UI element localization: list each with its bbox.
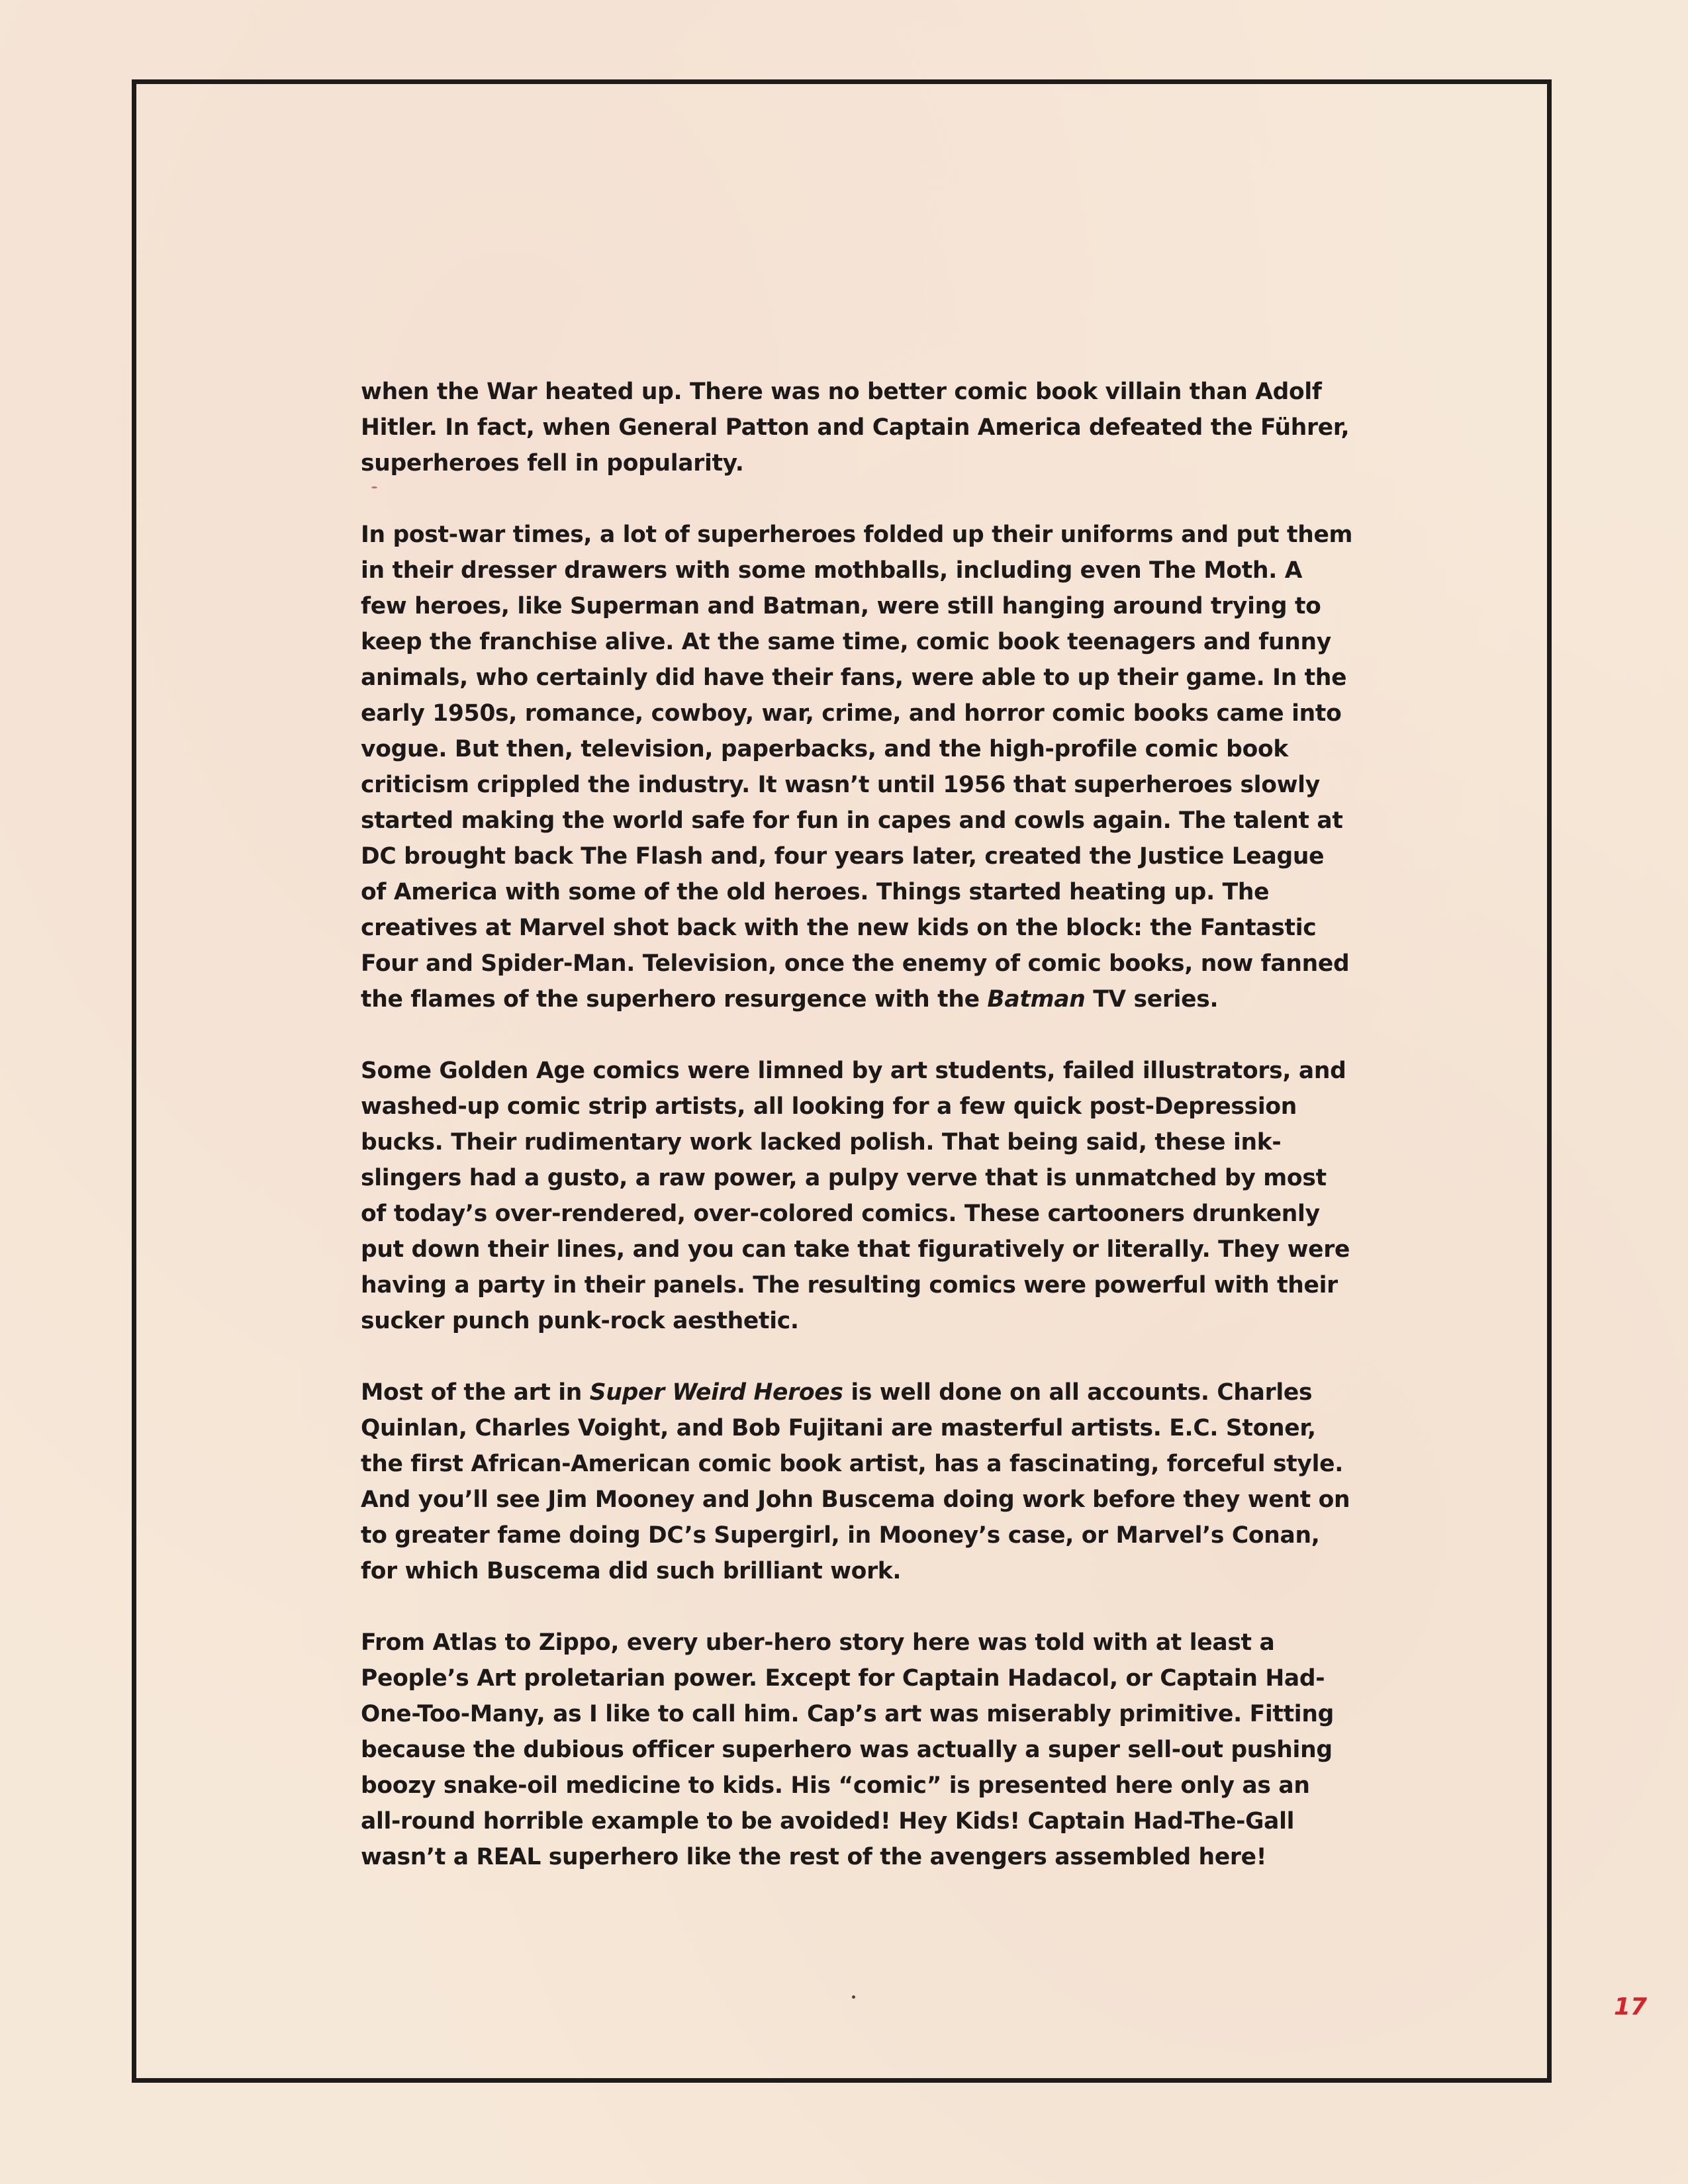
paper-speck xyxy=(371,486,377,488)
paragraph-3-text: Some Golden Age comics were limned by art students, failed illustrators, and washed-up comic strip artists, all looking for a few quick post-Depression bucks. Their rudimentary work lacked polish. That being said, these ink-slingers had a gusto, a raw power, a pulpy verve that is unmatched by most of today’s over-rendered, over-colored comics. These cartooners drunkenly put down their lines, and you can take that figuratively or literally. They were having a party in their panels. The resulting comics were powerful with their sucker punch punk-rock aesthetic. xyxy=(361,1058,1350,1334)
paragraph-4 xyxy=(361,1375,1354,1589)
paper-speck xyxy=(852,1995,855,1999)
paragraph-1-text: when the War heated up. There was no better comic book villain than Adolf Hitler. In fact, when General Patton and Captain America defeated the Führer, superheroes fell in popularity. xyxy=(361,379,1350,477)
paragraph-4-text: Most of the art in xyxy=(361,1379,583,1406)
paragraph-5 xyxy=(361,1625,1354,1875)
paragraph-2-text: In post-war times, a lot of superheroes folded up their uniforms and put them in their dresser drawers with some mothballs, including even The Moth. A few heroes, like Superman and Batman, were still hanging around trying to keep the franchise alive. At the same time, comic book teenagers and funny animals, who certainly did have their fans, were able to up their game. In the early 1950s, romance, cowboy, war, crime, and horror comic books came into vogue. But then, television, paperbacks, and the high-profile comic book criticism crippled the industry. It wasn’t until 1956 that superheroes slowly started making the world safe for fun in capes and cowls again. The talent at DC brought back The Flash and, four years later, created the Justice League of America with some of the old heroes. Things started heating up. The creatives at Marvel shot back with the new kids on the block: the Fantastic Four and Spider-Man. Television, once the enemy of comic books, now fanned the flames of the superhero resurgence with the xyxy=(361,522,1353,1013)
page-number: 17 xyxy=(1614,1993,1648,2021)
paragraph-5-text: From Atlas to Zippo, every uber-hero story here was told with at least a People’s Art proletarian power. Except for Captain Hadacol, or Captain Had-One-Too-Many, as I like to call him. Cap’s art was miserably primitive. Fitting because the dubious officer superhero was actually a super sell-out pushing boozy snake-oil medicine to kids. His “comic” is presented here only as an all-round horrible example to be avoided! Hey Kids! Captain Had-The-Gall wasn’t a REAL superhero like the rest of the avengers assembled here! xyxy=(361,1629,1334,1870)
paragraph-3 xyxy=(361,1053,1354,1339)
paragraph-2-text-end: TV series. xyxy=(1093,986,1219,1013)
paragraph-4-text-end: is well done on all accounts. Charles Quinlan, Charles Voight, and Bob Fujitani are masterful artists. E.C. Stoner, the first African-American comic book artist, has a fascinating, forceful style. And you’ll see Jim Mooney and John Buscema doing work before they went on to greater fame doing DC’s Supergirl, in Mooney’s case, or Marvel’s Conan, for which Buscema did such brilliant work. xyxy=(361,1379,1350,1584)
paragraph-1 xyxy=(361,374,1354,481)
body-text xyxy=(361,374,1354,1875)
paragraph-4-title-italic: Super Weird Heroes xyxy=(589,1379,843,1406)
paragraph-2-title-italic: Batman xyxy=(987,986,1086,1013)
paragraph-2 xyxy=(361,517,1354,1017)
